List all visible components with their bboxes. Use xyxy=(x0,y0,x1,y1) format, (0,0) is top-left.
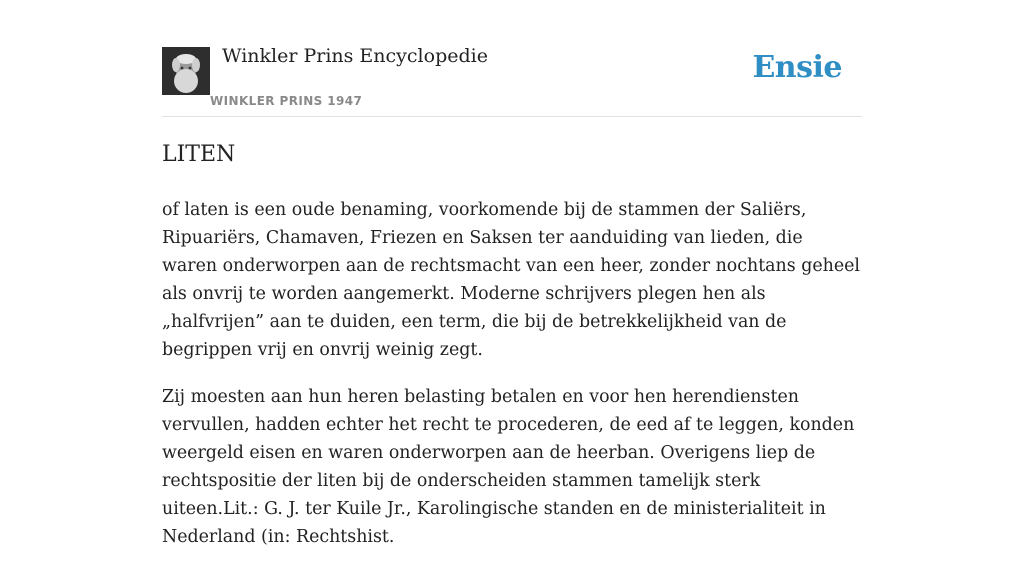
article-headword: LITEN xyxy=(162,142,236,167)
article xyxy=(162,140,862,570)
author-avatar[interactable] xyxy=(162,47,210,95)
portrait-icon xyxy=(162,47,210,95)
ensie-logo[interactable]: Ensie xyxy=(752,50,842,85)
article-paragraph: of laten is een oude benaming, voorkomende bij de stammen der Saliërs, Ripuariërs, Chamaven, Friezen en Saksen ter aanduiding van lieden, die waren onderworpen aan de rechtsmacht van een heer, zonder nochtans geheel als onvrij te worden aangemerkt. Moderne schrijvers plegen hen als „halfvrijen” aan te duiden, een term, die bij de betrekkelijkheid van de begrippen vrij en onvrij weinig zegt. xyxy=(162,200,860,360)
site-header xyxy=(162,0,862,117)
article-paragraph: Zij moesten aan hun heren belasting betalen en voor hen herendiensten vervullen, hadden echter het recht te procederen, de eed af te leggen, konden weergeld eisen en waren onderworpen aan de heerban. Overigens liep de rechtspositie der liten bij de onderscheiden stammen tamelijk sterk uiteen.Lit.: G. J. ter Kuile Jr., Karolingische standen en de ministerialiteit in Nederland (in: Rechtshist. xyxy=(162,387,855,547)
publication-title[interactable]: Winkler Prins Encyclopedie xyxy=(222,45,488,67)
publication-subtitle[interactable]: WINKLER PRINS 1947 xyxy=(210,94,363,108)
